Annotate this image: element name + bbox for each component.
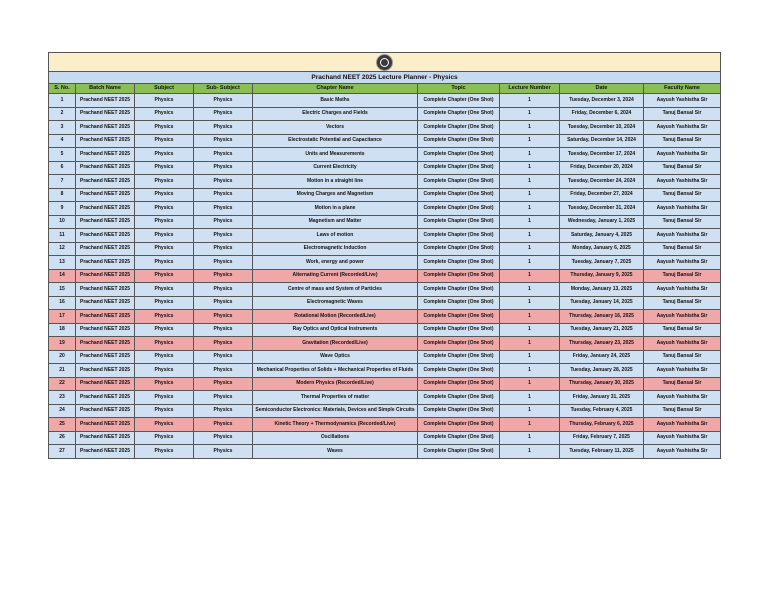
cell-batch: Prachand NEET 2025 [76, 418, 135, 432]
cell-sub-subject: Physics [194, 350, 253, 364]
cell-lecture-number: 1 [500, 202, 560, 216]
cell-chapter: Electromagnetic Induction [253, 242, 418, 256]
cell-sno: 17 [49, 310, 76, 324]
pw-logo-icon [376, 54, 393, 71]
cell-faculty: Aayush Yashistha Sir [644, 445, 721, 459]
cell-topic: Complete Chapter (One Shot) [418, 175, 500, 189]
cell-sub-subject: Physics [194, 445, 253, 459]
table-row [49, 202, 721, 216]
cell-chapter: Waves [253, 445, 418, 459]
cell-chapter: Thermal Properties of matter [253, 391, 418, 405]
cell-chapter: Modern Physics (Recorded/Live) [253, 377, 418, 391]
cell-sub-subject: Physics [194, 310, 253, 324]
cell-topic: Complete Chapter (One Shot) [418, 296, 500, 310]
cell-sno: 22 [49, 377, 76, 391]
cell-subject: Physics [135, 350, 194, 364]
cell-lecture-number: 1 [500, 391, 560, 405]
cell-subject: Physics [135, 364, 194, 378]
cell-topic: Complete Chapter (One Shot) [418, 310, 500, 324]
cell-topic: Complete Chapter (One Shot) [418, 188, 500, 202]
cell-chapter: Centre of mass and System of Particles [253, 283, 418, 297]
cell-subject: Physics [135, 94, 194, 108]
cell-sub-subject: Physics [194, 283, 253, 297]
cell-chapter: Electromagnetic Waves [253, 296, 418, 310]
cell-sno: 10 [49, 215, 76, 229]
cell-faculty: Aayush Yashistha Sir [644, 229, 721, 243]
cell-chapter: Ray Optics and Optical Instruments [253, 323, 418, 337]
cell-sub-subject: Physics [194, 418, 253, 432]
cell-date: Tuesday, December 17, 2024 [560, 148, 644, 162]
cell-sub-subject: Physics [194, 323, 253, 337]
table-row [49, 431, 721, 445]
cell-faculty: Aayush Yashistha Sir [644, 310, 721, 324]
header-faculty: Faculty Name [644, 84, 721, 94]
cell-subject: Physics [135, 256, 194, 270]
cell-subject: Physics [135, 445, 194, 459]
cell-lecture-number: 1 [500, 256, 560, 270]
cell-subject: Physics [135, 188, 194, 202]
cell-chapter: Rotational Motion (Recorded/Live) [253, 310, 418, 324]
cell-chapter: Kinetic Theory + Thermodynamics (Recorded/Live) [253, 418, 418, 432]
cell-sno: 27 [49, 445, 76, 459]
table-row [49, 377, 721, 391]
cell-date: Friday, January 31, 2025 [560, 391, 644, 405]
cell-sno: 6 [49, 161, 76, 175]
cell-sub-subject: Physics [194, 229, 253, 243]
cell-lecture-number: 1 [500, 121, 560, 135]
cell-subject: Physics [135, 310, 194, 324]
cell-subject: Physics [135, 107, 194, 121]
cell-batch: Prachand NEET 2025 [76, 134, 135, 148]
cell-topic: Complete Chapter (One Shot) [418, 418, 500, 432]
cell-subject: Physics [135, 296, 194, 310]
cell-chapter: Basic Maths [253, 94, 418, 108]
cell-sno: 26 [49, 431, 76, 445]
cell-subject: Physics [135, 134, 194, 148]
cell-batch: Prachand NEET 2025 [76, 229, 135, 243]
cell-faculty: Tanuj Bansal Sir [644, 242, 721, 256]
cell-topic: Complete Chapter (One Shot) [418, 337, 500, 351]
cell-chapter: Moving Charges and Magnetism [253, 188, 418, 202]
cell-date: Friday, January 24, 2025 [560, 350, 644, 364]
cell-topic: Complete Chapter (One Shot) [418, 148, 500, 162]
cell-sno: 15 [49, 283, 76, 297]
cell-sno: 16 [49, 296, 76, 310]
cell-date: Tuesday, January 7, 2025 [560, 256, 644, 270]
cell-date: Saturday, January 4, 2025 [560, 229, 644, 243]
cell-faculty: Aayush Yashistha Sir [644, 364, 721, 378]
table-row [49, 283, 721, 297]
cell-sno: 4 [49, 134, 76, 148]
cell-batch: Prachand NEET 2025 [76, 121, 135, 135]
cell-sub-subject: Physics [194, 161, 253, 175]
cell-faculty: Tanuj Bansal Sir [644, 107, 721, 121]
cell-sno: 20 [49, 350, 76, 364]
cell-lecture-number: 1 [500, 404, 560, 418]
cell-lecture-number: 1 [500, 431, 560, 445]
table-row [49, 94, 721, 108]
header-subject: Subject [135, 84, 194, 94]
cell-sub-subject: Physics [194, 107, 253, 121]
cell-faculty: Aayush Yashistha Sir [644, 94, 721, 108]
cell-topic: Complete Chapter (One Shot) [418, 445, 500, 459]
cell-subject: Physics [135, 175, 194, 189]
cell-date: Wednesday, January 1, 2025 [560, 215, 644, 229]
cell-faculty: Aayush Yashistha Sir [644, 418, 721, 432]
header-date: Date [560, 84, 644, 94]
cell-date: Tuesday, February 11, 2025 [560, 445, 644, 459]
cell-lecture-number: 1 [500, 215, 560, 229]
cell-subject: Physics [135, 418, 194, 432]
cell-batch: Prachand NEET 2025 [76, 310, 135, 324]
table-row [49, 337, 721, 351]
cell-subject: Physics [135, 391, 194, 405]
cell-sub-subject: Physics [194, 269, 253, 283]
table-row [49, 391, 721, 405]
cell-topic: Complete Chapter (One Shot) [418, 364, 500, 378]
table-row [49, 269, 721, 283]
cell-date: Thursday, January 16, 2025 [560, 310, 644, 324]
cell-lecture-number: 1 [500, 107, 560, 121]
cell-date: Tuesday, December 3, 2024 [560, 94, 644, 108]
cell-lecture-number: 1 [500, 229, 560, 243]
cell-sno: 24 [49, 404, 76, 418]
cell-faculty: Aayush Yashistha Sir [644, 431, 721, 445]
cell-faculty: Aayush Yashistha Sir [644, 148, 721, 162]
cell-sub-subject: Physics [194, 188, 253, 202]
header-topic: Topic [418, 84, 500, 94]
logo-band [49, 53, 721, 72]
cell-sno: 21 [49, 364, 76, 378]
cell-sno: 1 [49, 94, 76, 108]
cell-lecture-number: 1 [500, 310, 560, 324]
cell-topic: Complete Chapter (One Shot) [418, 202, 500, 216]
header-batch: Batch Name [76, 84, 135, 94]
cell-chapter: Work, energy and power [253, 256, 418, 270]
cell-faculty: Aayush Yashistha Sir [644, 283, 721, 297]
cell-date: Friday, December 20, 2024 [560, 161, 644, 175]
cell-date: Monday, January 13, 2025 [560, 283, 644, 297]
cell-lecture-number: 1 [500, 94, 560, 108]
cell-sub-subject: Physics [194, 215, 253, 229]
cell-sub-subject: Physics [194, 296, 253, 310]
cell-sub-subject: Physics [194, 148, 253, 162]
cell-batch: Prachand NEET 2025 [76, 202, 135, 216]
sheet-title: Prachand NEET 2025 Lecture Planner - Physics [49, 72, 721, 84]
cell-sno: 18 [49, 323, 76, 337]
column-header-row [49, 84, 721, 94]
cell-batch: Prachand NEET 2025 [76, 377, 135, 391]
cell-sub-subject: Physics [194, 391, 253, 405]
cell-chapter: Units and Measurements [253, 148, 418, 162]
cell-faculty: Tanuj Bansal Sir [644, 296, 721, 310]
table-row [49, 364, 721, 378]
cell-subject: Physics [135, 202, 194, 216]
cell-date: Thursday, January 9, 2025 [560, 269, 644, 283]
cell-batch: Prachand NEET 2025 [76, 161, 135, 175]
cell-sno: 7 [49, 175, 76, 189]
cell-sno: 13 [49, 256, 76, 270]
cell-lecture-number: 1 [500, 445, 560, 459]
cell-lecture-number: 1 [500, 148, 560, 162]
cell-sub-subject: Physics [194, 94, 253, 108]
cell-faculty: Tanuj Bansal Sir [644, 215, 721, 229]
cell-subject: Physics [135, 242, 194, 256]
table-row [49, 310, 721, 324]
cell-faculty: Tanuj Bansal Sir [644, 323, 721, 337]
cell-sub-subject: Physics [194, 404, 253, 418]
cell-chapter: Electrostatic Potential and Capacitance [253, 134, 418, 148]
cell-date: Tuesday, February 4, 2025 [560, 404, 644, 418]
cell-date: Thursday, February 6, 2025 [560, 418, 644, 432]
cell-sub-subject: Physics [194, 134, 253, 148]
cell-faculty: Tanuj Bansal Sir [644, 134, 721, 148]
cell-date: Tuesday, January 14, 2025 [560, 296, 644, 310]
cell-date: Thursday, January 23, 2025 [560, 337, 644, 351]
cell-date: Thursday, January 30, 2025 [560, 377, 644, 391]
header-sno: S. No. [49, 84, 76, 94]
table-row [49, 242, 721, 256]
cell-batch: Prachand NEET 2025 [76, 283, 135, 297]
cell-sno: 23 [49, 391, 76, 405]
cell-batch: Prachand NEET 2025 [76, 215, 135, 229]
cell-date: Tuesday, January 28, 2025 [560, 364, 644, 378]
cell-chapter: Laws of motion [253, 229, 418, 243]
cell-date: Friday, February 7, 2025 [560, 431, 644, 445]
cell-topic: Complete Chapter (One Shot) [418, 107, 500, 121]
cell-batch: Prachand NEET 2025 [76, 94, 135, 108]
cell-chapter: Alternating Current (Recorded/Live) [253, 269, 418, 283]
cell-faculty: Aayush Yashistha Sir [644, 337, 721, 351]
cell-date: Tuesday, January 21, 2025 [560, 323, 644, 337]
cell-topic: Complete Chapter (One Shot) [418, 229, 500, 243]
cell-lecture-number: 1 [500, 377, 560, 391]
cell-topic: Complete Chapter (One Shot) [418, 242, 500, 256]
cell-date: Friday, December 27, 2024 [560, 188, 644, 202]
cell-chapter: Magnetism and Matter [253, 215, 418, 229]
table-row [49, 418, 721, 432]
cell-sub-subject: Physics [194, 377, 253, 391]
title-band [49, 72, 721, 84]
header-lecture-number: Lecture Number [500, 84, 560, 94]
cell-batch: Prachand NEET 2025 [76, 431, 135, 445]
cell-batch: Prachand NEET 2025 [76, 256, 135, 270]
table-row [49, 134, 721, 148]
cell-batch: Prachand NEET 2025 [76, 296, 135, 310]
cell-topic: Complete Chapter (One Shot) [418, 391, 500, 405]
cell-subject: Physics [135, 377, 194, 391]
cell-batch: Prachand NEET 2025 [76, 188, 135, 202]
cell-sub-subject: Physics [194, 175, 253, 189]
cell-chapter: Current Electricity [253, 161, 418, 175]
cell-subject: Physics [135, 269, 194, 283]
cell-lecture-number: 1 [500, 175, 560, 189]
cell-date: Tuesday, December 10, 2024 [560, 121, 644, 135]
cell-lecture-number: 1 [500, 161, 560, 175]
table-row [49, 121, 721, 135]
cell-faculty: Aayush Yashistha Sir [644, 175, 721, 189]
cell-sno: 2 [49, 107, 76, 121]
cell-lecture-number: 1 [500, 296, 560, 310]
cell-lecture-number: 1 [500, 134, 560, 148]
cell-chapter: Oscillations [253, 431, 418, 445]
table-row [49, 296, 721, 310]
cell-subject: Physics [135, 431, 194, 445]
header-chapter: Chapter Name [253, 84, 418, 94]
cell-topic: Complete Chapter (One Shot) [418, 404, 500, 418]
header-sub-subject: Sub- Subject [194, 84, 253, 94]
cell-faculty: Tanuj Bansal Sir [644, 269, 721, 283]
cell-batch: Prachand NEET 2025 [76, 107, 135, 121]
table-row [49, 323, 721, 337]
cell-subject: Physics [135, 404, 194, 418]
cell-chapter: Mechanical Properties of Solids + Mechanical Properties of Fluids [253, 364, 418, 378]
cell-date: Monday, January 6, 2025 [560, 242, 644, 256]
cell-batch: Prachand NEET 2025 [76, 391, 135, 405]
cell-topic: Complete Chapter (One Shot) [418, 161, 500, 175]
cell-sub-subject: Physics [194, 121, 253, 135]
cell-subject: Physics [135, 283, 194, 297]
cell-sno: 8 [49, 188, 76, 202]
cell-chapter: Motion in a plane [253, 202, 418, 216]
cell-topic: Complete Chapter (One Shot) [418, 134, 500, 148]
cell-subject: Physics [135, 337, 194, 351]
cell-batch: Prachand NEET 2025 [76, 364, 135, 378]
cell-date: Friday, December 6, 2024 [560, 107, 644, 121]
cell-sub-subject: Physics [194, 256, 253, 270]
cell-sno: 11 [49, 229, 76, 243]
cell-subject: Physics [135, 148, 194, 162]
cell-lecture-number: 1 [500, 364, 560, 378]
cell-sub-subject: Physics [194, 242, 253, 256]
cell-topic: Complete Chapter (One Shot) [418, 269, 500, 283]
cell-chapter: Vectors [253, 121, 418, 135]
table-row [49, 215, 721, 229]
cell-date: Tuesday, December 31, 2024 [560, 202, 644, 216]
cell-chapter: Motion in a straight line [253, 175, 418, 189]
cell-batch: Prachand NEET 2025 [76, 242, 135, 256]
table-row [49, 107, 721, 121]
cell-topic: Complete Chapter (One Shot) [418, 256, 500, 270]
cell-topic: Complete Chapter (One Shot) [418, 350, 500, 364]
cell-topic: Complete Chapter (One Shot) [418, 323, 500, 337]
cell-batch: Prachand NEET 2025 [76, 350, 135, 364]
cell-sub-subject: Physics [194, 431, 253, 445]
cell-date: Saturday, December 14, 2024 [560, 134, 644, 148]
cell-faculty: Tanuj Bansal Sir [644, 377, 721, 391]
cell-faculty: Aayush Yashistha Sir [644, 202, 721, 216]
cell-lecture-number: 1 [500, 283, 560, 297]
cell-subject: Physics [135, 121, 194, 135]
cell-date: Tuesday, December 24, 2024 [560, 175, 644, 189]
cell-sub-subject: Physics [194, 202, 253, 216]
cell-faculty: Tanuj Bansal Sir [644, 161, 721, 175]
cell-batch: Prachand NEET 2025 [76, 337, 135, 351]
table-row [49, 445, 721, 459]
table-row [49, 404, 721, 418]
cell-topic: Complete Chapter (One Shot) [418, 377, 500, 391]
cell-chapter: Semiconductor Electronics: Materials, Devices and Simple Circuits [253, 404, 418, 418]
cell-subject: Physics [135, 323, 194, 337]
cell-batch: Prachand NEET 2025 [76, 148, 135, 162]
cell-subject: Physics [135, 229, 194, 243]
cell-faculty: Tanuj Bansal Sir [644, 350, 721, 364]
table-row [49, 229, 721, 243]
table-row [49, 161, 721, 175]
cell-batch: Prachand NEET 2025 [76, 445, 135, 459]
cell-subject: Physics [135, 215, 194, 229]
cell-faculty: Tanuj Bansal Sir [644, 404, 721, 418]
cell-sno: 12 [49, 242, 76, 256]
cell-lecture-number: 1 [500, 350, 560, 364]
cell-faculty: Aayush Yashistha Sir [644, 121, 721, 135]
cell-batch: Prachand NEET 2025 [76, 269, 135, 283]
cell-batch: Prachand NEET 2025 [76, 404, 135, 418]
cell-sub-subject: Physics [194, 337, 253, 351]
lecture-planner-table [48, 52, 721, 459]
cell-sno: 5 [49, 148, 76, 162]
cell-batch: Prachand NEET 2025 [76, 323, 135, 337]
cell-topic: Complete Chapter (One Shot) [418, 121, 500, 135]
cell-topic: Complete Chapter (One Shot) [418, 215, 500, 229]
cell-sno: 19 [49, 337, 76, 351]
cell-chapter: Gravitation (Recorded/Live) [253, 337, 418, 351]
cell-sno: 3 [49, 121, 76, 135]
cell-topic: Complete Chapter (One Shot) [418, 94, 500, 108]
table-row [49, 175, 721, 189]
cell-sno: 14 [49, 269, 76, 283]
table-row [49, 188, 721, 202]
cell-subject: Physics [135, 161, 194, 175]
cell-lecture-number: 1 [500, 269, 560, 283]
cell-lecture-number: 1 [500, 337, 560, 351]
cell-batch: Prachand NEET 2025 [76, 175, 135, 189]
cell-lecture-number: 1 [500, 418, 560, 432]
cell-chapter: Electric Charges and Fields [253, 107, 418, 121]
cell-topic: Complete Chapter (One Shot) [418, 431, 500, 445]
cell-topic: Complete Chapter (One Shot) [418, 283, 500, 297]
cell-faculty: Tanuj Bansal Sir [644, 188, 721, 202]
table-row [49, 148, 721, 162]
cell-lecture-number: 1 [500, 188, 560, 202]
cell-sub-subject: Physics [194, 364, 253, 378]
cell-lecture-number: 1 [500, 242, 560, 256]
cell-lecture-number: 1 [500, 323, 560, 337]
cell-sno: 9 [49, 202, 76, 216]
cell-faculty: Aayush Yashistha Sir [644, 391, 721, 405]
cell-sno: 25 [49, 418, 76, 432]
cell-faculty: Aayush Yashistha Sir [644, 256, 721, 270]
cell-chapter: Wave Optics [253, 350, 418, 364]
table-row [49, 256, 721, 270]
table-row [49, 350, 721, 364]
